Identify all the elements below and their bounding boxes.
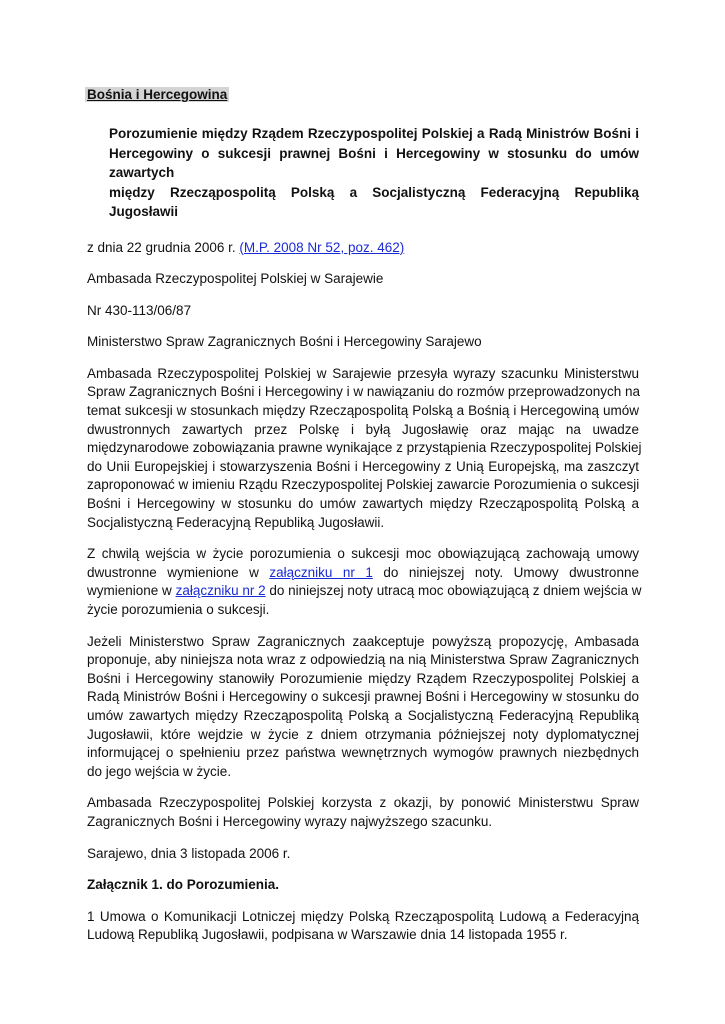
paragraph-line: 1 Umowa o Komunikacji Lotniczej między Polską Rzecząpospolitą Ludową a Federacyjną [87, 908, 639, 924]
paragraph-line: Z chwilą wejścia w życie porozumienia o sukcesji moc obowiązującą zachowają umowy [87, 546, 639, 562]
annex-1-link[interactable]: załączniku nr 1 [269, 564, 373, 580]
text-segment: do niniejszej noty utracą moc obowiązującą z dniem wejścia w [269, 583, 642, 599]
paragraph-line: Spraw Zagranicznych Bośni i Hercegowiny i w nawiązaniu do rozmów przeprowadzonych na [87, 384, 641, 400]
ministry-line: Ministerstwo Spraw Zagranicznych Bośni i Hercegowiny Sarajewo [87, 334, 482, 350]
reference-number: Nr 430-113/06/87 [87, 302, 192, 318]
paragraph-line: dwustronnych zawartych przez Polskę i byłą Jugosławię oraz mając na uwadze [87, 421, 639, 437]
paragraph-line: Bośni i Hercegowiny stanowiły Porozumienie między Rządem Rzeczypospolitej Polskiej a [87, 670, 639, 686]
text-segment: wymienione w [87, 583, 172, 599]
paragraph-line: umów zawartych między Rzecząpospolitą Polską a Socjalistyczną Federacyjną Republiką [87, 707, 639, 723]
country-heading: Bośnia i Hercegowina [87, 87, 228, 102]
paragraph-line: Ambasada Rzeczypospolitej Polskiej w Sarajewie przesyła wyrazy szacunku Ministerstwu [87, 365, 639, 381]
paragraph-line: zaproponować w imieniu Rządu Rzeczypospolitej Polskiej zawarcie Porozumienia o sukcesji [87, 477, 640, 493]
paragraph-line: Zagranicznych Bośni i Hercegowiny wyrazy najwyższego szacunku. [87, 813, 493, 829]
paragraph-line: proponuje, aby niniejsza nota wraz z odpowiedzią na nią Ministerstwa Spraw Zagranicznych [87, 652, 639, 668]
paragraph-line: Ludową Republiką Jugosławii, podpisana w Warszawie dnia 14 listopada 1955 r. [87, 927, 568, 943]
paragraph-line: Jeżeli Ministerstwo Spraw Zagranicznych zaakceptuje powyższą propozycję, Ambasada [87, 633, 639, 649]
annex-title: Załącznik 1. do Porozumienia. [87, 877, 280, 893]
paragraph-line: życie porozumienia o sukcesji. [87, 602, 270, 617]
publication-link[interactable]: (M.P. 2008 Nr 52, poz. 462) [239, 239, 405, 255]
title-line: między Rzecząpospolitą Polską a Socjalistyczną Federacyjną Republiką Jugosławii [109, 184, 639, 219]
document-page [87, 86, 642, 945]
paragraph-1 [87, 365, 642, 532]
paragraph-line [87, 564, 639, 583]
paragraph-4 [87, 794, 639, 831]
place-date: Sarajewo, dnia 3 listopada 2006 r. [87, 845, 291, 861]
paragraph-line: temat sukcesji w stosunkach między Rzecząpospolitą Polską a Bośnią i Hercegowiną umów [87, 403, 639, 419]
title-line: Hercegowiny o sukcesji prawnej Bośni i Hercegowiny w stosunku do umów zawartych [109, 145, 639, 180]
date-line [87, 239, 639, 258]
agreement-title [109, 124, 639, 222]
annex-2-link[interactable]: załączniku nr 2 [175, 583, 266, 599]
paragraph-line: Ambasada Rzeczypospolitej Polskiej korzysta z okazji, by ponowić Ministerstwu Spraw [87, 795, 639, 811]
title-line: Porozumienie między Rządem Rzeczypospolitej Polskiej a Radą Ministrów Bośni i [109, 126, 639, 141]
paragraph-line: Bośni i Hercegowiny w stosunku do umów zawartych między Rzecząpospolitą Polską a [87, 496, 639, 512]
paragraph-line: do jego wejścia w życie. [87, 763, 232, 779]
paragraph-line: do Unii Europejskiej i stowarzyszenia Bośni i Hercegowiny z Unią Europejską, ma zaszczyt [87, 458, 639, 474]
paragraph-line: Socjalistyczną Federacyjną Republiką Jugosławii. [87, 514, 385, 530]
paragraph-line [87, 582, 642, 601]
paragraph-line: informującej o spełnieniu przez państwa wewnętrznych wymogów prawnych niezbędnych [87, 745, 639, 761]
embassy-line: Ambasada Rzeczypospolitej Polskiej w Sarajewie [87, 271, 384, 287]
paragraph-line: Radą Ministrów Bośni i Hercegowiny o sukcesji prawnej Bośni i Hercegowiny w stosunku do [87, 689, 639, 705]
text-segment: do niniejszej noty. Umowy dwustronne [383, 564, 639, 580]
paragraph-line: Jugosławii, które wejdzie w życie z dniem otrzymania późniejszej noty dyplomatycznej [87, 726, 639, 742]
date-text: z dnia 22 grudnia 2006 r. [87, 239, 236, 255]
paragraph-3 [87, 633, 639, 782]
paragraph-2 [87, 545, 642, 619]
paragraph-line: międzynarodowe zobowiązania prawne wynikające z przystąpienia Rzeczypospolitej Polskiej [87, 440, 642, 456]
text-segment: dwustronne wymienione w [87, 564, 259, 580]
annex-item [87, 908, 639, 945]
